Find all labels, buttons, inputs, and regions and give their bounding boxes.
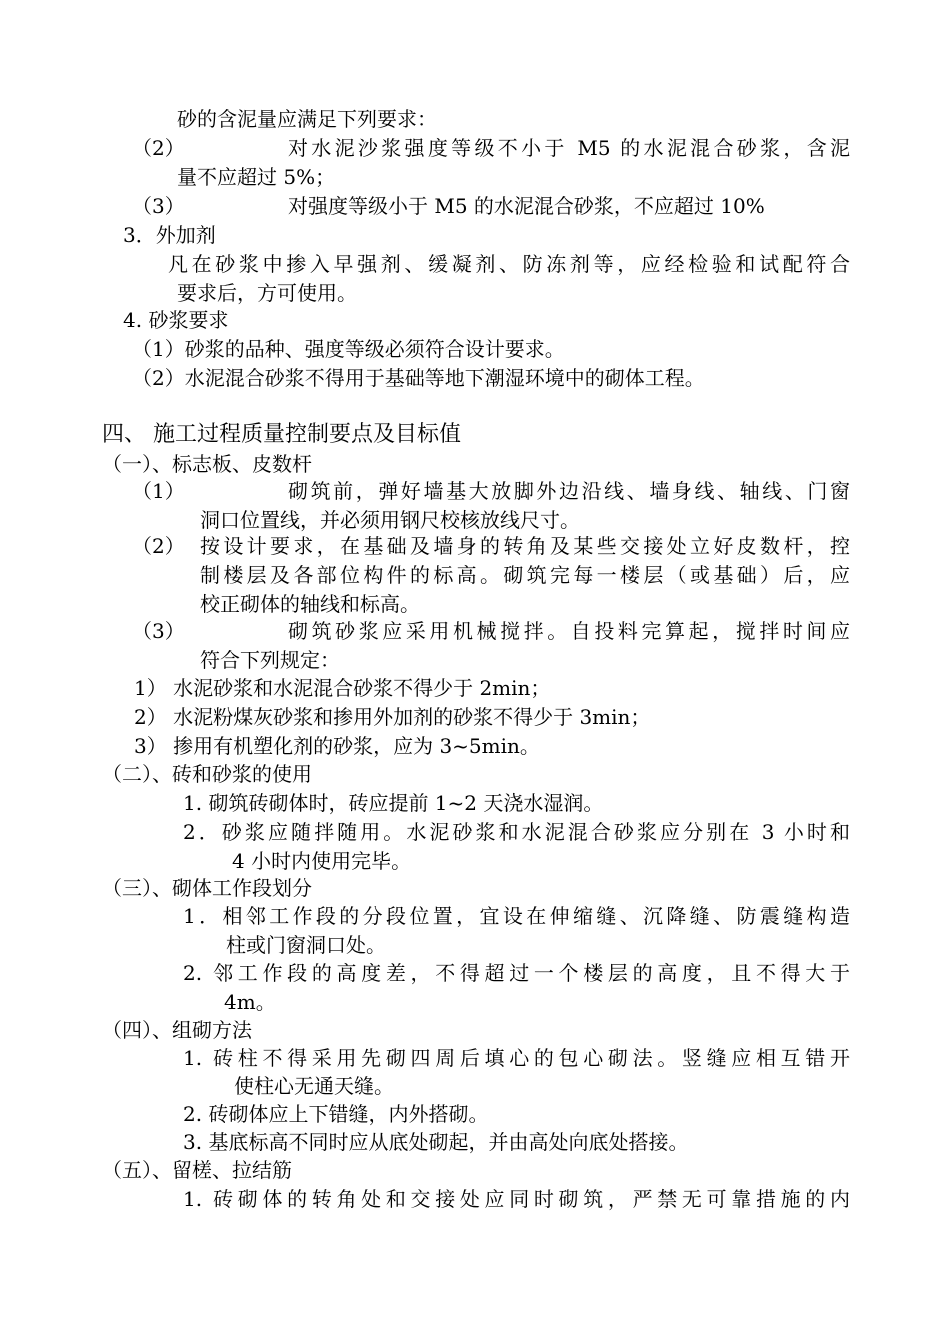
section-heading: （五）、留槎、拉结筋 <box>102 1158 292 1182</box>
text-line: 4 小时内使用完毕。 <box>232 849 412 873</box>
text-line: 校正砌体的轴线和标高。 <box>200 592 420 616</box>
list-item: 1. 砌筑砖砌体时，砖应提前 1~2 天浇水湿润。 <box>183 791 604 815</box>
section-heading: （二）、砖和砂浆的使用 <box>102 762 312 786</box>
text-line: （2）水泥混合砂浆不得用于基础等地下潮湿环境中的砌体工程。 <box>132 366 705 390</box>
section-heading: （四）、组砌方法 <box>102 1018 252 1042</box>
list-item: 3） 掺用有机塑化剂的砂浆，应为 3~5min。 <box>134 734 540 758</box>
list-item: 2. 砖砌体应上下错缝，内外搭砌。 <box>183 1102 489 1126</box>
list-item: 1. 砖砌体的转角处和交接处应同时砌筑，严禁无可靠措施的内 <box>183 1187 850 1211</box>
text-line: 制楼层及各部位构件的标高。砌筑完每一楼层（或基础）后，应 <box>200 563 850 587</box>
chapter-heading: 四、 施工过程质量控制要点及目标值 <box>102 422 461 447</box>
text-line: 符合下列规定： <box>200 648 340 672</box>
section-heading: 4. 砂浆要求 <box>123 308 229 332</box>
list-item: 1. 砖柱不得采用先砌四周后填心的包心砌法。竖缝应相互错开 <box>183 1046 850 1070</box>
text-line: 砌筑前，弹好墙基大放脚外边沿线、墙身线、轴线、门窗 <box>288 479 850 503</box>
text-line: 量不应超过 5%； <box>177 165 336 189</box>
text-line: 4m。 <box>224 990 276 1014</box>
list-item: 1） 水泥砂浆和水泥混合砂浆不得少于 2min； <box>134 676 551 700</box>
text-line: 柱或门窗洞口处。 <box>226 933 386 957</box>
text-line: 凡在砂浆中掺入早强剂、缓凝剂、防冻剂等，应经检验和试配符合 <box>168 252 850 276</box>
section-heading: （三）、砌体工作段划分 <box>102 876 312 900</box>
text-line: 使柱心无通天缝。 <box>234 1074 394 1098</box>
list-item: 2. 邻工作段的高度差，不得超过一个楼层的高度，且不得大于 <box>183 961 850 985</box>
list-marker: （2） <box>132 534 185 558</box>
text-line: （1）砂浆的品种、强度等级必须符合设计要求。 <box>132 337 565 361</box>
list-marker: （3） <box>132 194 185 218</box>
text-line: 砂的含泥量应满足下列要求： <box>177 107 437 131</box>
list-item: 2） 水泥粉煤灰砂浆和掺用外加剂的砂浆不得少于 3min； <box>134 705 651 729</box>
section-heading: （一）、标志板、皮数杆 <box>102 452 312 476</box>
text-line: 对水泥沙浆强度等级不小于 M5 的水泥混合砂浆，含泥 <box>288 136 850 160</box>
list-item: 3. 基底标高不同时应从底处砌起，并由高处向底处搭接。 <box>183 1130 689 1154</box>
text-line: 洞口位置线，并必须用钢尺校核放线尺寸。 <box>200 508 580 532</box>
list-marker: （1） <box>132 479 185 503</box>
text-line: 对强度等级小于 M5 的水泥混合砂浆，不应超过 10% <box>288 194 765 218</box>
list-item: 1．相邻工作段的分段位置，宜设在伸缩缝、沉降缝、防震缝构造 <box>183 904 850 928</box>
list-marker: （3） <box>132 619 185 643</box>
list-marker: （2） <box>132 136 185 160</box>
text-line: 要求后，方可使用。 <box>177 281 357 305</box>
text-line: 按设计要求，在基础及墙身的转角及某些交接处立好皮数杆，控 <box>200 534 850 558</box>
section-heading: 3．外加剂 <box>123 223 216 247</box>
text-line: 砌筑砂浆应采用机械搅拌。自投料完算起，搅拌时间应 <box>288 619 850 643</box>
list-item: 2．砂浆应随拌随用。水泥砂浆和水泥混合砂浆应分别在 3 小时和 <box>183 820 850 844</box>
